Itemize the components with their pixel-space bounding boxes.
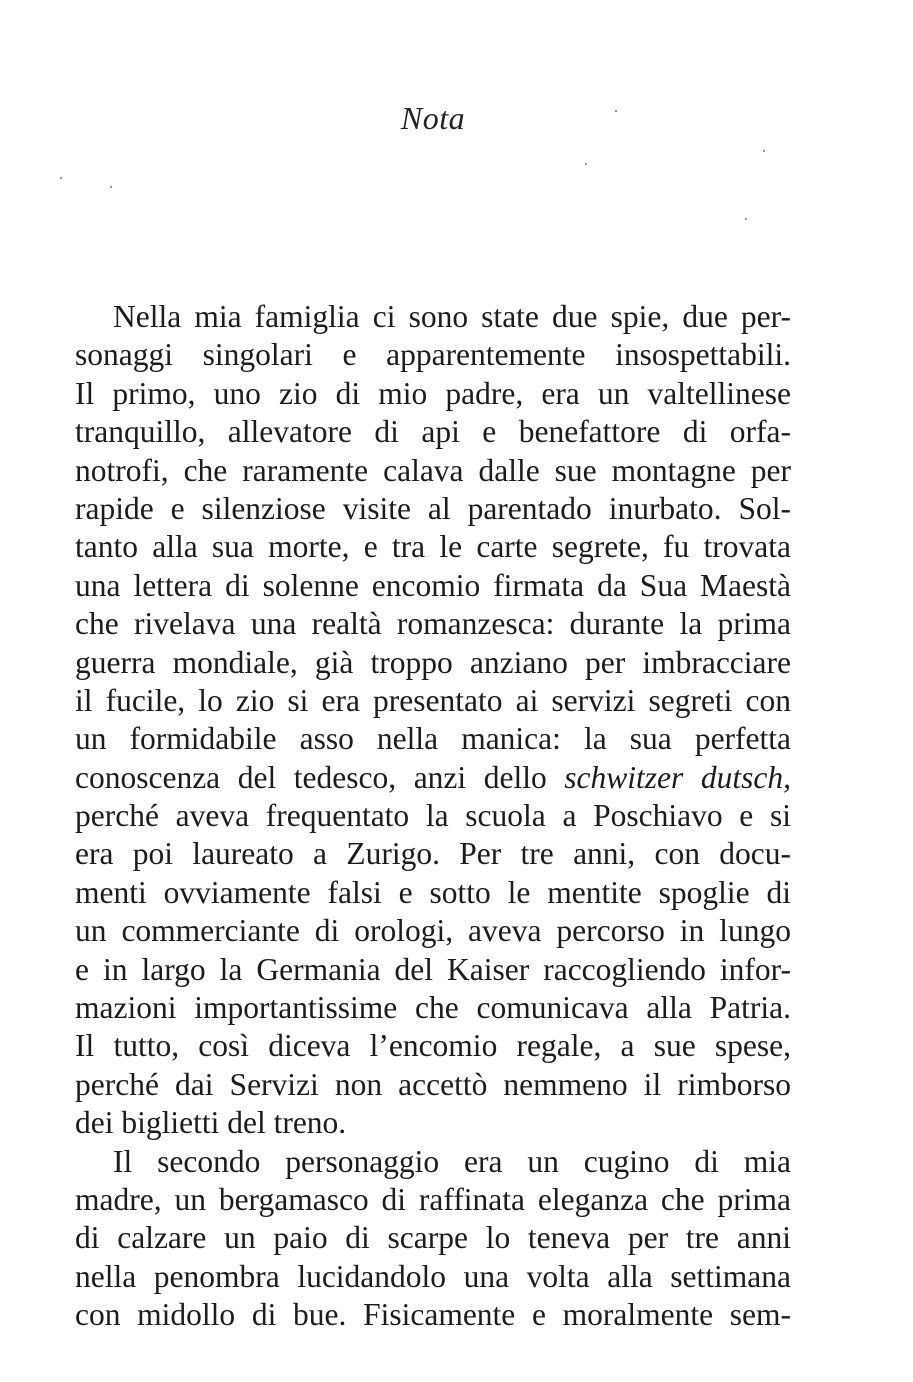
- text-line: Il tutto, così diceva l’encomio regale, a sue spese,: [75, 1028, 791, 1064]
- text-line: un formidabile asso nella manica: la sua perfetta: [75, 721, 791, 757]
- text-line: e in largo la Germania del Kaiser raccogliendo infor-: [75, 951, 791, 987]
- text-line-with-italic: [75, 759, 791, 797]
- text-line: una lettera di solenne encomio firmata da Sua Maestà: [75, 567, 791, 603]
- text-line: Nella mia famiglia ci sono state due spie, due per-: [113, 299, 791, 334]
- scan-speck: [110, 186, 112, 188]
- text-line: rapide e silenziose visite al parentado inurbato. Sol-: [75, 490, 791, 526]
- text-line: menti ovviamente falsi e sotto le mentite spoglie di: [75, 874, 791, 910]
- text-line: nella penombra lucidandolo una volta alla settimana: [75, 1258, 791, 1294]
- text-line: di calzare un paio di scarpe lo teneva per tre anni: [75, 1220, 791, 1256]
- scan-speck: [745, 218, 747, 220]
- text-line: tranquillo, allevatore di api e benefattore di orfa-: [75, 414, 791, 450]
- text-line: madre, un bergamasco di raffinata eleganza che prima: [75, 1181, 791, 1217]
- scan-speck: [585, 163, 587, 165]
- page-title: Nota: [400, 100, 466, 136]
- text-line: perché aveva frequentato la scuola a Poschiavo e si: [75, 798, 791, 834]
- text-line: guerra mondiale, già troppo anziano per imbracciare: [75, 644, 791, 680]
- body-text: [75, 298, 791, 1335]
- text-line: perché dai Servizi non accettò nemmeno il rimborso: [75, 1066, 791, 1102]
- text-segment: conoscenza del tedesco, anzi dello: [75, 759, 547, 795]
- text-line: Il primo, uno zio di mio padre, era un valtellinese: [75, 375, 791, 411]
- paragraph-1: [75, 298, 791, 1143]
- text-line: il fucile, lo zio si era presentato ai servizi segreti con: [75, 682, 791, 718]
- text-line: tanto alla sua morte, e tra le carte segrete, fu trovata: [75, 529, 791, 565]
- text-line: notrofi, che raramente calava dalle sue montagne per: [75, 452, 791, 488]
- scan-speck: [615, 110, 617, 112]
- text-line: sonaggi singolari e apparentemente insospettabili.: [75, 337, 791, 373]
- text-line: era poi laureato a Zurigo. Per tre anni, con docu-: [75, 836, 791, 872]
- text-line: Il secondo personaggio era un cugino di mia: [113, 1143, 791, 1179]
- text-line: che rivelava una realtà romanzesca: durante la prima: [75, 606, 791, 642]
- text-line: un commerciante di orologi, aveva percorso in lungo: [75, 913, 791, 949]
- italic-phrase: schwitzer dutsch,: [564, 759, 791, 795]
- paragraph-2: [75, 1143, 791, 1335]
- text-line: mazioni importantissime che comunicava alla Patria.: [75, 990, 791, 1026]
- scan-speck: [60, 177, 62, 179]
- scan-speck: [763, 150, 765, 152]
- text-line: dei biglietti del treno.: [75, 1105, 347, 1141]
- text-line: con midollo di bue. Fisicamente e moralmente sem-: [75, 1297, 791, 1333]
